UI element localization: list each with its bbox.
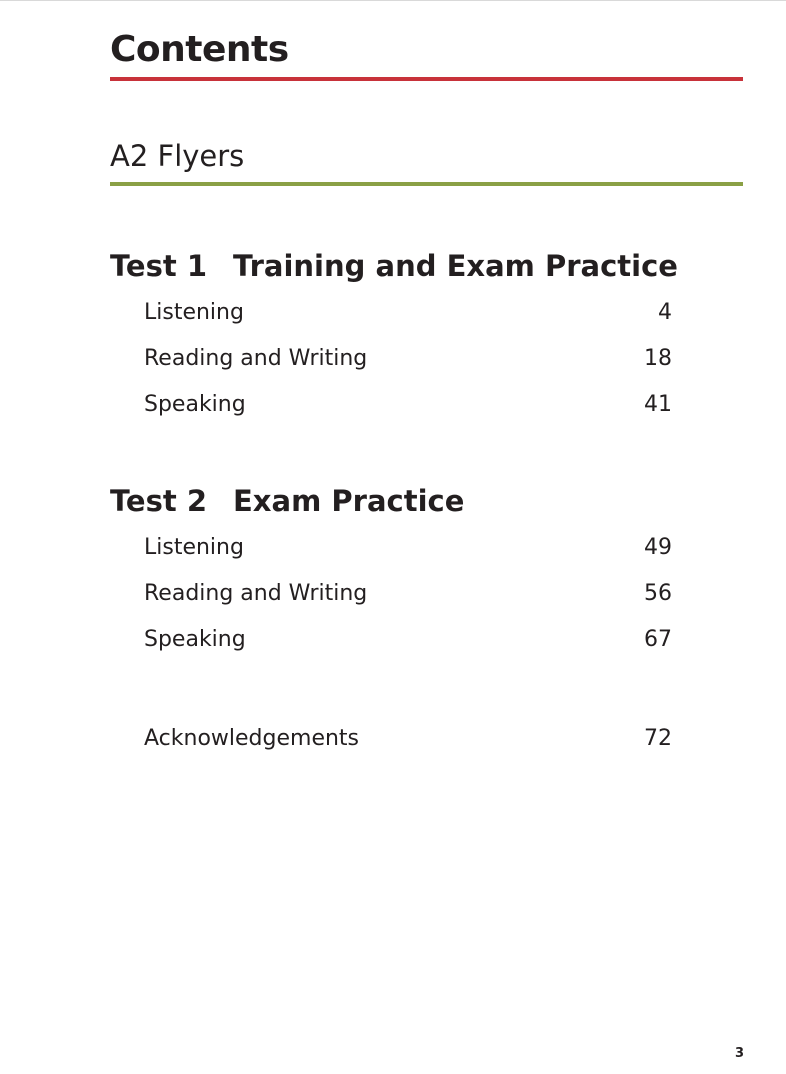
toc-entry-page: 49 <box>644 535 672 560</box>
section-number: Test 2 <box>110 484 207 518</box>
toc-entry-label: Acknowledgements <box>144 726 360 751</box>
toc-entry-page: 72 <box>644 726 672 751</box>
title-divider <box>110 77 743 81</box>
page-title: Contents <box>110 29 289 70</box>
acknowledgements-section <box>110 724 710 770</box>
section-test-2 <box>110 483 710 671</box>
toc-entry-label: Speaking <box>144 627 246 652</box>
toc-entry-label: Speaking <box>144 392 246 417</box>
section-heading <box>110 483 710 519</box>
section-title: Training and Exam Practice <box>233 249 678 283</box>
toc-entry-page: 41 <box>644 392 672 417</box>
toc-entry-page: 67 <box>644 627 672 652</box>
section-title: Exam Practice <box>233 484 465 518</box>
toc-entry-listening[interactable] <box>110 298 710 344</box>
toc-entry-page: 18 <box>644 346 672 371</box>
toc-entry-speaking[interactable] <box>110 625 710 671</box>
toc-entry-page: 56 <box>644 581 672 606</box>
toc-entry-reading-writing[interactable] <box>110 344 710 390</box>
toc-entry-speaking[interactable] <box>110 390 710 436</box>
section-test-1 <box>110 248 710 436</box>
level-title: A2 Flyers <box>110 139 245 173</box>
toc-entry-label: Reading and Writing <box>144 346 368 371</box>
page-top-border <box>0 0 786 1</box>
toc-entry-acknowledgements[interactable] <box>110 724 710 770</box>
section-number: Test 1 <box>110 249 207 283</box>
level-divider <box>110 182 743 186</box>
toc-entries <box>110 298 710 436</box>
toc-entries <box>110 533 710 671</box>
toc-entry-listening[interactable] <box>110 533 710 579</box>
toc-entry-label: Listening <box>144 535 244 560</box>
section-heading <box>110 248 710 284</box>
toc-entry-page: 4 <box>658 300 672 325</box>
page-number: 3 <box>734 1046 744 1061</box>
toc-entry-label: Listening <box>144 300 244 325</box>
toc-entry-reading-writing[interactable] <box>110 579 710 625</box>
toc-entry-label: Reading and Writing <box>144 581 368 606</box>
